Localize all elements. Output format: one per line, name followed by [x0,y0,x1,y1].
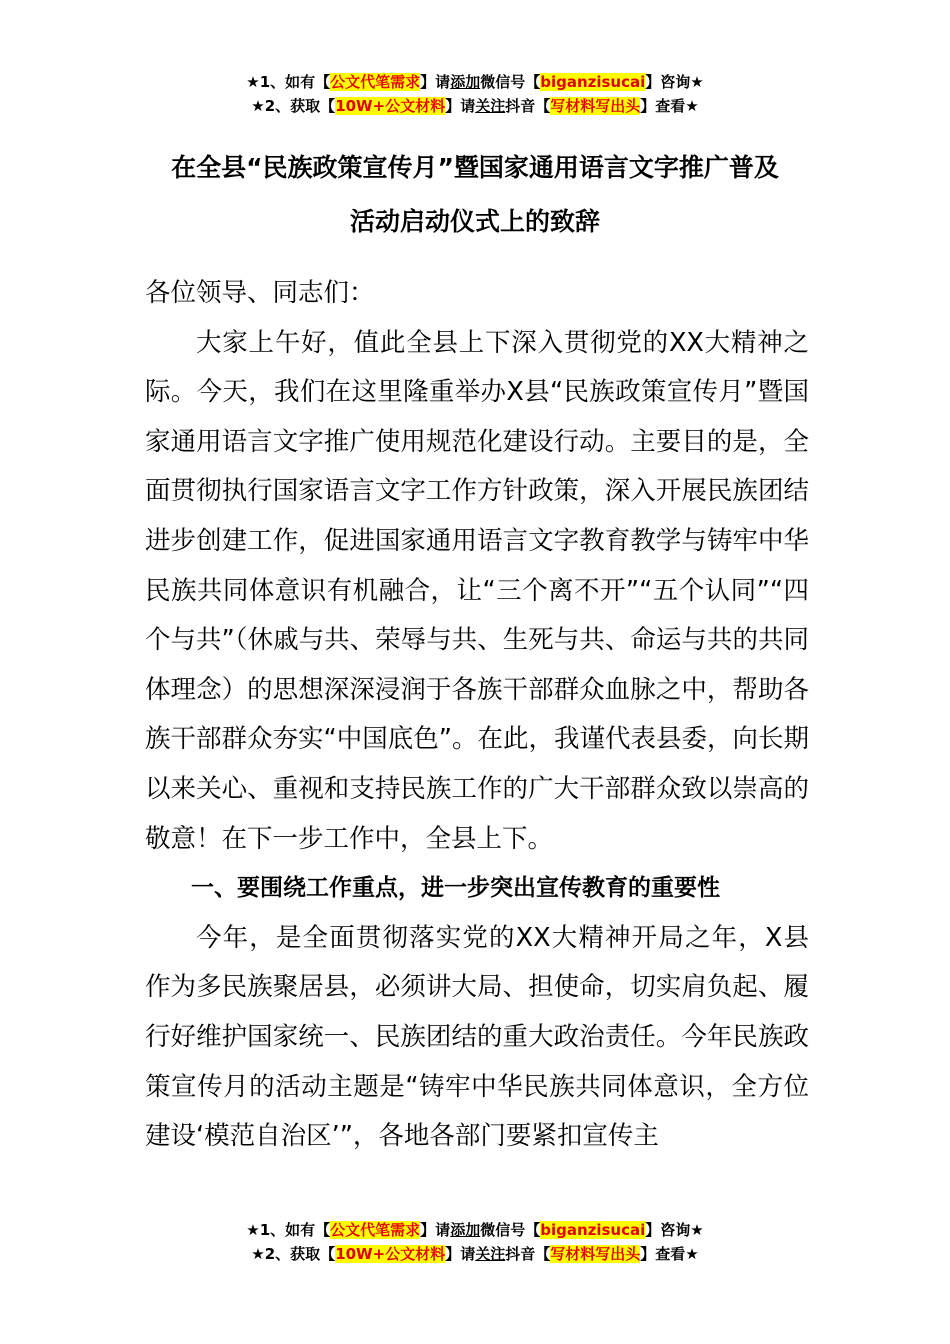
banner-highlight: 10W+公文材料 [335,1245,446,1263]
banner-highlight: biganzisucai [540,73,646,91]
banner-line-2 [0,1242,950,1266]
banner-underline: 添加 [450,73,481,91]
banner-line-1 [0,1218,950,1242]
banner-text: 1、如有【 [259,73,331,91]
banner-text: 微信号【 [480,73,541,91]
banner-text: 2、获取【 [264,1245,336,1263]
banner-text: 2、获取【 [264,97,336,115]
banner-underline: 关注 [475,1245,506,1263]
banner-text: 】查看★ [640,1245,699,1263]
banner-highlight: 写材料写出头 [550,1245,641,1263]
banner-text: 】请 [420,73,451,91]
paragraph-2: 今年，是全面贯彻落实党的XX大精神开局之年，X县作为多民族聚居县，必须讲大局、担使命，切实肩负起、履行好维护国家统一、民族团结的重大政治责任。今年民族政策宣传月的活动主题是“铸牢中华民族共同体意识，全方位建设‘模范自治区’”，各地各部门要紧扣宣传主 [145,922,809,1152]
banner-text: 】请 [445,97,476,115]
document-title [0,141,950,249]
paragraph-1: 大家上午好，值此全县上下深入贯彻党的XX大精神之际。今天，我们在这里隆重举办X县“民族政策宣传月”暨国家通用语言文字推广使用规范化建设行动。主要目的是，全面贯彻执行国家语言文字工作方针政策，深入开展民族团结进步创建工作，促进国家通用语言文字教育教学与铸牢中华民族共同体意识有机融合，让“三个离不开”“五个认同”“四个与共”（休戚与共、荣辱与共、生死与共、命运与共的共同体理念）的思想深深浸润于各族干部群众血脉之中，帮助各族干部群众夯实“中国底色”。在此，我谨代表县委，向长期以来关心、重视和支持民族工作的广大干部群众致以崇高的敬意！在下一步工作中，全县上下。 [145,327,809,854]
banner-text: 】请 [445,1245,476,1263]
star-icon: ★ [246,1221,260,1239]
title-line-1: 在全县“民族政策宣传月”暨国家通用语言文字推广普及 [171,153,779,182]
banner-text: 】查看★ [640,97,699,115]
banner-underline: 关注 [475,97,506,115]
document-body [145,269,809,1162]
star-icon: ★ [246,73,260,91]
banner-line-2 [0,94,950,118]
banner-highlight: biganzisucai [540,1221,646,1239]
banner-text: 抖音【 [505,97,551,115]
top-banner [0,70,950,118]
salutation: 各位领导、同志们： [145,278,375,308]
banner-underline: 添加 [450,1221,481,1239]
banner-line-1 [0,70,950,94]
banner-text: 】咨询★ [645,1221,704,1239]
banner-text: 】请 [420,1221,451,1239]
banner-highlight: 公文代笔需求 [330,73,421,91]
title-line-2: 活动启动仪式上的致辞 [349,207,600,236]
banner-highlight: 公文代笔需求 [330,1221,421,1239]
bottom-banner [0,1218,950,1266]
banner-text: 1、如有【 [259,1221,331,1239]
star-icon: ★ [251,97,265,115]
section-heading-1: 一、要围绕工作重点，进一步突出宣传教育的重要性 [191,875,720,902]
banner-text: 微信号【 [480,1221,541,1239]
banner-text: 抖音【 [505,1245,551,1263]
banner-highlight: 写材料写出头 [550,97,641,115]
banner-highlight: 10W+公文材料 [335,97,446,115]
star-icon: ★ [251,1245,265,1263]
banner-text: 】咨询★ [645,73,704,91]
